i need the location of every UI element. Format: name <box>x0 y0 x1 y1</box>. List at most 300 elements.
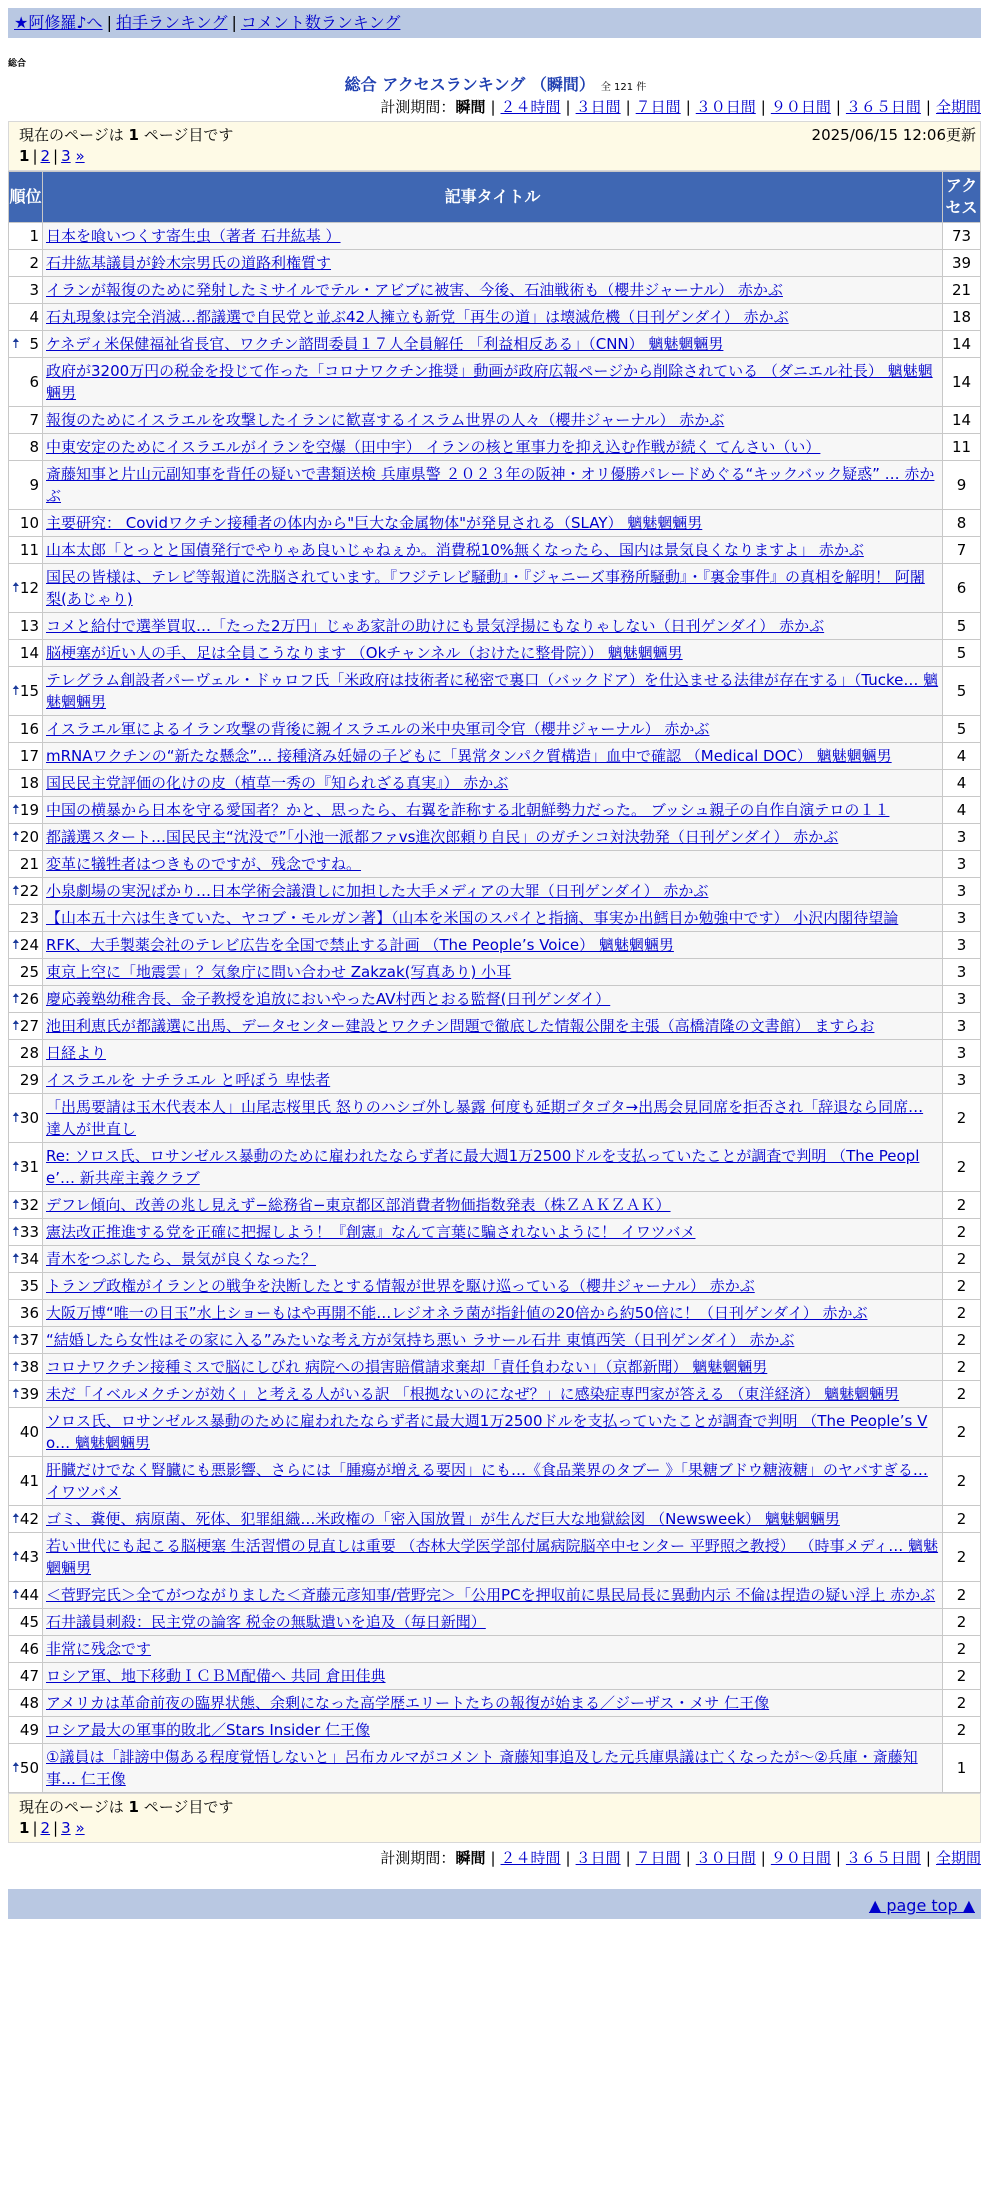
rank-number: 16 <box>19 720 39 738</box>
rank-number: 40 <box>19 1423 39 1441</box>
up-arrow-icon: 🠅 <box>12 580 20 596</box>
article-link[interactable]: ケネディ米保健福祉省長官、ワクチン諮問委員１７人全員解任 「利益相反ある」（CNN） 魑魅魍魎男 <box>46 335 724 353</box>
rank-cell <box>9 878 43 905</box>
article-link[interactable]: 変革に犠牲者はつきものですが、残念ですね。 <box>46 855 362 873</box>
title-cell <box>43 461 943 510</box>
table-row <box>9 1273 981 1300</box>
article-link[interactable]: 【山本五十六は生きていた、ヤコブ・モルガン著】（山本を米国のスパイと指摘、事実か出鱈目か勉強中です） 小沢内閣待望論 <box>46 909 899 927</box>
pager-next-link[interactable]: » <box>75 1819 85 1837</box>
access-count: 14 <box>943 358 981 407</box>
title-cell <box>43 640 943 667</box>
access-count: 2 <box>943 1300 981 1327</box>
rank-cell <box>9 358 43 407</box>
access-count: 2 <box>943 1533 981 1582</box>
rank-number: 23 <box>19 909 39 927</box>
rank-number: 28 <box>19 1044 39 1062</box>
rank-cell <box>9 434 43 461</box>
rank-cell <box>9 1744 43 1793</box>
col-access: アクセス <box>943 172 981 223</box>
article-link[interactable]: ゴミ、糞便、病原菌、死体、犯罪組織…米政権の「密入国放置」が生んだ巨大な地獄絵図 （Newsweek） 魑魅魍魎男 <box>46 1510 840 1528</box>
pager-current: 1 <box>19 1819 30 1837</box>
title-cell <box>43 1533 943 1582</box>
table-row <box>9 932 981 959</box>
rank-cell <box>9 1582 43 1609</box>
rank-number: 13 <box>19 617 39 635</box>
table-row <box>9 1744 981 1793</box>
rank-number: 45 <box>19 1613 39 1631</box>
page-title-line <box>0 74 991 96</box>
article-link[interactable]: 小泉劇場の実況ばかり…日本学術会議潰しに加担した大手メディアの大罪（日刊ゲンダイ） 赤かぶ <box>46 882 709 900</box>
table-row <box>9 905 981 932</box>
article-link[interactable]: 青木をつぶしたら、景気が良くなった？ <box>46 1250 317 1268</box>
title-cell <box>43 1246 943 1273</box>
access-count: 3 <box>943 1067 981 1094</box>
rank-cell <box>9 1717 43 1744</box>
period-option-link[interactable]: 全期間 <box>935 1849 981 1867</box>
separator: | <box>835 1849 841 1867</box>
separator: | <box>760 98 766 116</box>
article-link[interactable]: 「出馬要請は玉木代表本人」山尾志桜里氏 怒りのハシゴ外し暴露 何度も延期ゴタゴタ→出馬会見同席を拒否され「辞退なら同席… 達人が世直し <box>46 1098 924 1138</box>
rank-number: 27 <box>19 1017 39 1035</box>
article-link[interactable]: 憲法改正推進する党を正確に把握しよう！『創憲』なんて言葉に騙されないように！ イワツバメ <box>46 1223 696 1241</box>
rank-number: 9 <box>29 476 39 494</box>
rank-number: 8 <box>29 438 39 456</box>
access-count: 3 <box>943 851 981 878</box>
title-cell <box>43 537 943 564</box>
rank-number: 44 <box>19 1586 39 1604</box>
period-option-link[interactable]: ３日間 <box>575 1849 621 1867</box>
title-cell <box>43 1192 943 1219</box>
access-count: 2 <box>943 1457 981 1506</box>
rank-cell <box>9 331 43 358</box>
table-row <box>9 716 981 743</box>
article-link[interactable]: 東京上空に「地震雲」？気象庁に問い合わせ Zakzak(写真あり) 小耳 <box>46 963 512 981</box>
table-row <box>9 1354 981 1381</box>
access-count: 2 <box>943 1609 981 1636</box>
access-count: 5 <box>943 667 981 716</box>
access-count: 5 <box>943 613 981 640</box>
access-count: 8 <box>943 510 981 537</box>
separator: | <box>760 1849 766 1867</box>
page-top-link[interactable]: ▲ page top ▲ <box>868 1896 975 1915</box>
rank-number: 15 <box>19 682 39 700</box>
access-count: 2 <box>943 1143 981 1192</box>
period-option-link[interactable]: ９０日間 <box>770 1849 831 1867</box>
rank-cell <box>9 986 43 1013</box>
rank-cell <box>9 1408 43 1457</box>
article-link[interactable]: RFK、大手製薬会社のテレビ広告を全国で禁止する計画 （The People’s Voice） 魑魅魍魎男 <box>46 936 674 954</box>
access-count: 4 <box>943 770 981 797</box>
table-row <box>9 1533 981 1582</box>
rank-number: 37 <box>19 1331 39 1349</box>
separator: | <box>565 1849 571 1867</box>
period-label: 計測期間： <box>380 1849 456 1867</box>
article-link[interactable]: 主要研究： Covidワクチン接種者の体内から"巨大な金属物体"が発見される（SLAY） 魑魅魍魎男 <box>46 514 703 532</box>
article-link[interactable]: 国民の皆様は、テレビ等報道に洗脳されています。『フジテレビ騒動』・『ジャニーズ事務所騒動』・『裏金事件』の真相を解明！ 阿闍梨(あじゃり) <box>46 568 925 608</box>
rank-cell <box>9 613 43 640</box>
rank-cell <box>9 1663 43 1690</box>
rank-number: 19 <box>19 801 39 819</box>
access-count: 6 <box>943 564 981 613</box>
article-link[interactable]: テレグラム創設者パーヴェル・ドゥロフ氏「米政府は技術者に秘密で裏口（バックドア）を仕込ませる法律が存在する」（Tucke… 魑魅魍魎男 <box>46 671 939 711</box>
title-cell <box>43 1013 943 1040</box>
table-row <box>9 640 981 667</box>
rank-cell <box>9 461 43 510</box>
pager-next-link[interactable]: » <box>75 147 85 165</box>
separator: | <box>625 98 631 116</box>
title-cell <box>43 564 943 613</box>
table-row <box>9 851 981 878</box>
article-link[interactable]: “結婚したら女性はその家に入る”みたいな考え方が気持ち悪い ラサール石井 東慎西笑（日刊ゲンダイ） 赤かぶ <box>46 1331 795 1349</box>
title-cell <box>43 358 943 407</box>
access-count: 3 <box>943 878 981 905</box>
rank-number: 33 <box>19 1223 39 1241</box>
up-arrow-icon: 🠅 <box>12 802 20 818</box>
access-count: 18 <box>943 304 981 331</box>
article-link[interactable]: mRNAワクチンの“新たな懸念”… 接種済み妊婦の子どもに「異常タンパク質構造」血中で確認 （Medical DOC） 魑魅魍魎男 <box>46 747 892 765</box>
access-count: 2 <box>943 1690 981 1717</box>
table-row <box>9 1690 981 1717</box>
article-link[interactable]: イスラエルを ナチラエル と呼ぼう 卑怯者 <box>46 1071 331 1089</box>
access-count: 2 <box>943 1327 981 1354</box>
table-row <box>9 1192 981 1219</box>
separator: | <box>925 98 931 116</box>
rank-cell <box>9 304 43 331</box>
article-link[interactable]: 日経より <box>46 1044 107 1062</box>
period-option-link[interactable]: ３６５日間 <box>845 1849 921 1867</box>
article-link[interactable]: 中東安定のためにイスラエルがイランを空爆（田中宇） イランの核と軍事力を抑え込む作戦が続く てんさい（い） <box>46 438 821 456</box>
pager-page-link[interactable]: 2 <box>40 1819 51 1837</box>
rank-cell <box>9 743 43 770</box>
rank-cell <box>9 824 43 851</box>
article-link[interactable]: イスラエル軍によるイラン攻撃の背後に親イスラエルの米中央軍司令官（櫻井ジャーナル） 赤かぶ <box>46 720 710 738</box>
rank-number: 11 <box>19 541 39 559</box>
ranking-table <box>8 171 981 1793</box>
access-count: 3 <box>943 1013 981 1040</box>
page-info-bottom: 現在のページは 1 ページ目です <box>19 1798 234 1816</box>
rank-cell <box>9 1506 43 1533</box>
access-count: 2 <box>943 1192 981 1219</box>
period-option-link[interactable]: ３日間 <box>575 98 621 116</box>
rank-number: 36 <box>19 1304 39 1322</box>
rank-number: 49 <box>19 1721 39 1739</box>
article-link[interactable]: 若い世代にも起こる脳梗塞 生活習慣の見直しは重要 （杏林大学医学部付属病院脳卒中センター 平野照之教授） （時事メディ… 魑魅魍魎男 <box>46 1537 939 1577</box>
article-link[interactable]: ①議員は「誹謗中傷ある程度覚悟しないと」呂布カルマがコメント 斎藤知事追及した元兵庫県議は亡くなったが～②兵庫・斎藤知事… 仁王像 <box>46 1748 918 1788</box>
article-link[interactable]: 石丸現象は完全消滅…都議選で自民党と並ぶ42人擁立も新党「再生の道」は壊滅危機（日刊ゲンダイ） 赤かぶ <box>46 308 789 326</box>
table-row <box>9 1300 981 1327</box>
article-link[interactable]: 報復のためにイスラエルを攻撃したイランに歓喜するイスラム世界の人々（櫻井ジャーナル） 赤かぶ <box>46 411 725 429</box>
period-current: 瞬間 <box>455 1849 486 1867</box>
separator: | <box>685 1849 691 1867</box>
page-info-box-bottom <box>8 1793 981 1843</box>
home-link[interactable]: ★阿修羅♪へ <box>14 13 103 32</box>
period-option-link[interactable]: ３０日間 <box>695 98 756 116</box>
col-rank: 順位 <box>9 172 43 223</box>
rank-number: 20 <box>19 828 39 846</box>
title-cell <box>43 407 943 434</box>
rank-cell <box>9 1094 43 1143</box>
rank-number: 48 <box>19 1694 39 1712</box>
access-count: 2 <box>943 1663 981 1690</box>
rank-cell <box>9 1457 43 1506</box>
article-link[interactable]: ＜菅野完氏＞全てがつながりました＜斉藤元彦知事/菅野完＞「公用PCを押収前に県民局長に異動内示 不倫は捏造の疑い浮上 赤かぶ <box>46 1586 936 1604</box>
up-arrow-icon: 🠅 <box>12 1587 20 1603</box>
article-link[interactable]: イランが報復のために発射したミサイルでテル・アビブに被害、今後、石油戦術も（櫻井ジャーナル） 赤かぶ <box>46 281 783 299</box>
pager-page-link[interactable]: 3 <box>61 147 71 165</box>
article-link[interactable]: 非常に残念です <box>46 1640 152 1658</box>
article-link[interactable]: ソロス氏、ロサンゼルス暴動のために雇われたならず者に最大週1万2500ドルを支払っていたことが調査で判明 （The People’s Vo… 魑魅魍魎男 <box>46 1412 928 1452</box>
rank-cell <box>9 250 43 277</box>
access-count: 5 <box>943 716 981 743</box>
rank-cell <box>9 1300 43 1327</box>
title-cell <box>43 223 943 250</box>
table-row <box>9 537 981 564</box>
col-title: 記事タイトル <box>43 172 943 223</box>
table-row <box>9 613 981 640</box>
top-nav-bar: ★阿修羅♪へ | 拍手ランキング | コメント数ランキング <box>8 8 981 38</box>
access-count: 3 <box>943 959 981 986</box>
rank-number: 39 <box>19 1385 39 1403</box>
article-link[interactable]: 未だ「イベルメクチンが効く」と考える人がいる訳 「根拠ないのになぜ？」に感染症専門家が答える （東洋経済） 魑魅魍魎男 <box>46 1385 900 1403</box>
access-count: 21 <box>943 277 981 304</box>
updated-time: 2025/06/15 12:06更新 <box>811 126 976 144</box>
table-row <box>9 1582 981 1609</box>
rank-cell <box>9 277 43 304</box>
table-row <box>9 824 981 851</box>
rank-number: 2 <box>29 254 39 272</box>
rank-cell <box>9 1192 43 1219</box>
table-row <box>9 1408 981 1457</box>
article-link[interactable]: 慶応義塾幼稚舎長、金子教授を追放においやったAV村西とおる監督(日刊ゲンダイ） <box>46 990 611 1008</box>
separator: | <box>32 147 38 165</box>
title-cell <box>43 716 943 743</box>
title-cell <box>43 250 943 277</box>
article-link[interactable]: 斎藤知事と片山元副知事を背任の疑いで書類送検 兵庫県警 ２０２３年の阪神・オリ優勝パレードめぐる“キックバック疑惑” … 赤かぶ <box>46 465 935 505</box>
title-cell <box>43 1408 943 1457</box>
period-option-link[interactable]: ３０日間 <box>695 1849 756 1867</box>
period-option-link[interactable]: 全期間 <box>935 98 981 116</box>
access-count: 5 <box>943 640 981 667</box>
access-count: 2 <box>943 1717 981 1744</box>
title-cell <box>43 797 943 824</box>
separator: | <box>490 98 496 116</box>
article-link[interactable]: ロシア最大の軍事的敗北／Stars Insider 仁王像 <box>46 1721 370 1739</box>
title-cell <box>43 1327 943 1354</box>
title-cell <box>43 331 943 358</box>
access-count: 2 <box>943 1354 981 1381</box>
rank-number: 42 <box>19 1510 39 1528</box>
article-link[interactable]: 政府が3200万円の税金を投じて作った「コロナワクチン推奨」動画が政府広報ページから削除されている （ダニエル社長） 魑魅魍魎男 <box>46 362 933 402</box>
page-title: 総合 アクセスランキング （瞬間） <box>344 75 595 94</box>
access-count: 3 <box>943 905 981 932</box>
article-link[interactable]: 都議選スタート…国民民主“沈没で”「小池一派都ファvs進次郎頼り自民」のガチンコ対決勃発（日刊ゲンダイ） 赤かぶ <box>46 828 839 846</box>
title-cell <box>43 1067 943 1094</box>
period-option-link[interactable]: ２４時間 <box>500 98 561 116</box>
table-row <box>9 1457 981 1506</box>
rank-cell <box>9 797 43 824</box>
rank-cell <box>9 1690 43 1717</box>
page-info: 現在のページは 1 ページ目です <box>19 126 234 144</box>
access-count: 3 <box>943 1040 981 1067</box>
article-link[interactable]: トランプ政権がイランとの戦争を決断したとする情報が世界を駆け巡っている（櫻井ジャーナル） 赤かぶ <box>46 1277 755 1295</box>
rank-cell <box>9 1636 43 1663</box>
up-arrow-icon: 🠅 <box>12 991 20 1007</box>
table-row <box>9 461 981 510</box>
rank-number: 12 <box>19 579 39 597</box>
access-count: 2 <box>943 1094 981 1143</box>
article-link[interactable]: 日本を喰いつくす寄生虫（著者 石井紘基 ） <box>46 227 341 245</box>
rank-cell <box>9 564 43 613</box>
rank-cell <box>9 1381 43 1408</box>
access-count: 7 <box>943 537 981 564</box>
title-cell <box>43 1506 943 1533</box>
period-option-link[interactable]: ７日間 <box>635 98 681 116</box>
rank-number: 35 <box>19 1277 39 1295</box>
rank-number: 43 <box>19 1548 39 1566</box>
rank-cell <box>9 1273 43 1300</box>
rank-number: 32 <box>19 1196 39 1214</box>
article-link[interactable]: コロナワクチン接種ミスで脳にしびれ 病院への損害賠償請求棄却「責任負わない」（京都新聞） 魑魅魍魎男 <box>46 1358 768 1376</box>
title-cell <box>43 1273 943 1300</box>
table-row <box>9 1219 981 1246</box>
table-row <box>9 667 981 716</box>
table-row <box>9 797 981 824</box>
rank-cell <box>9 407 43 434</box>
article-link[interactable]: 池田利恵氏が都議選に出馬、データセンター建設とワクチン問題で徹底した情報公開を主張（高橋清隆の文書館） ますらお <box>46 1017 875 1035</box>
table-row <box>9 770 981 797</box>
comment-ranking-link[interactable]: コメント数ランキング <box>240 13 401 32</box>
rank-number: 17 <box>19 747 39 765</box>
access-count: 2 <box>943 1246 981 1273</box>
access-count: 14 <box>943 407 981 434</box>
article-link[interactable]: 石井議員刺殺：民主党の論客 税金の無駄遣いを追及（毎日新聞） <box>46 1613 486 1631</box>
separator: | <box>685 98 691 116</box>
rank-cell <box>9 959 43 986</box>
title-cell <box>43 1354 943 1381</box>
up-arrow-icon: 🠅 <box>12 937 20 953</box>
table-row <box>9 407 981 434</box>
clap-ranking-link[interactable]: 拍手ランキング <box>115 13 228 32</box>
article-link[interactable]: ロシア軍、地下移動ＩＣＢＭ配備へ 共同 倉田佳典 <box>46 1667 386 1685</box>
rank-cell <box>9 1219 43 1246</box>
title-cell <box>43 613 943 640</box>
rank-cell <box>9 667 43 716</box>
table-row <box>9 1609 981 1636</box>
rank-number: 38 <box>19 1358 39 1376</box>
rank-number: 24 <box>19 936 39 954</box>
rank-number: 21 <box>19 855 39 873</box>
table-row <box>9 1381 981 1408</box>
rank-number: 18 <box>19 774 39 792</box>
title-cell <box>43 510 943 537</box>
pager-page-link[interactable]: 2 <box>40 147 51 165</box>
access-count: 73 <box>943 223 981 250</box>
article-link[interactable]: 国民民主党評価の化けの皮（植草一秀の『知られざる真実』） 赤かぶ <box>46 774 509 792</box>
access-count: 3 <box>943 986 981 1013</box>
access-count: 2 <box>943 1506 981 1533</box>
table-row <box>9 1327 981 1354</box>
access-count: 2 <box>943 1636 981 1663</box>
access-count: 39 <box>943 250 981 277</box>
up-arrow-icon: 🠅 <box>12 1251 20 1267</box>
rank-number: 30 <box>19 1109 39 1127</box>
title-cell <box>43 959 943 986</box>
article-link[interactable]: 大阪万博“唯一の目玉”水上ショーもはや再開不能…レジオネラ菌が指針値の20倍から約50倍に！（日刊ゲンダイ） 赤かぶ <box>46 1304 868 1322</box>
up-arrow-icon: 🠅 <box>12 1018 20 1034</box>
up-arrow-icon: 🠅 <box>12 1224 20 1240</box>
up-arrow-icon: 🠅 <box>12 1159 20 1175</box>
access-count: 11 <box>943 434 981 461</box>
separator: | <box>835 98 841 116</box>
article-link[interactable]: アメリカは革命前夜の臨界状態、余剰になった高学歴エリートたちの報復が始まる／ジーザス・メサ 仁王像 <box>46 1694 770 1712</box>
article-link[interactable]: Re: ソロス氏、ロサンゼルス暴動のために雇われたならず者に最大週1万2500ドルを支払っていたことが調査で判明 （The People’… 新共産主義クラブ <box>46 1147 920 1187</box>
table-row <box>9 1013 981 1040</box>
title-cell <box>43 851 943 878</box>
rank-number: 10 <box>19 514 39 532</box>
up-arrow-icon: 🠅 <box>12 1359 20 1375</box>
rank-number: 50 <box>19 1759 39 1777</box>
article-link[interactable]: 肝臓だけでなく腎臓にも悪影響、さらには「腫瘍が増える要因」にも…《食品業界のタブー 》「果糖ブドウ糖液糖」のヤバすぎる… イワツバメ <box>46 1461 928 1501</box>
separator: | <box>53 1819 59 1837</box>
access-count: 2 <box>943 1219 981 1246</box>
access-count: 4 <box>943 797 981 824</box>
table-row <box>9 1143 981 1192</box>
rank-number: 6 <box>29 373 39 391</box>
table-row <box>9 304 981 331</box>
access-count: 3 <box>943 824 981 851</box>
up-arrow-icon: 🠅 <box>12 1197 20 1213</box>
title-cell <box>43 905 943 932</box>
title-cell <box>43 1219 943 1246</box>
up-arrow-icon: 🠅 <box>12 1760 20 1776</box>
separator: | <box>32 1819 38 1837</box>
article-link[interactable]: コメと給付で選挙買収…「たった2万円」じゃあ家計の助けにも景気浮揚にもなりゃしない（日刊ゲンダイ） 赤かぶ <box>46 617 825 635</box>
article-link[interactable]: デフレ傾向、改善の兆し見えず−総務省−東京都区部消費者物価指数発表（株ＺＡＫＺＡＫ） <box>46 1196 671 1214</box>
article-link[interactable]: 脳梗塞が近い人の手、足は全員こうなります （Okチャンネル（おけたに整骨院）） 魑魅魍魎男 <box>46 644 683 662</box>
article-link[interactable]: 山本太郎「とっとと国債発行でやりゃあ良いじゃねぇか。消費税10%無くなったら、国内は景気良くなりますよ」 赤かぶ <box>46 541 864 559</box>
rank-cell <box>9 1143 43 1192</box>
table-row <box>9 959 981 986</box>
title-cell <box>43 743 943 770</box>
up-arrow-icon: 🠅 <box>12 829 20 845</box>
access-count: 2 <box>943 1582 981 1609</box>
period-option-link[interactable]: ７日間 <box>635 1849 681 1867</box>
access-count: 9 <box>943 461 981 510</box>
rank-cell <box>9 1013 43 1040</box>
period-option-link[interactable]: ３６５日間 <box>845 98 921 116</box>
table-row <box>9 434 981 461</box>
separator: | <box>565 98 571 116</box>
rank-cell <box>9 932 43 959</box>
rank-number: 25 <box>19 963 39 981</box>
article-link[interactable]: 中国の横暴から日本を守る愛国者？かと、思ったら、右翼を詐称する北朝鮮勢力だった。 ブッシュ親子の自作自演テロの１１ <box>46 801 890 819</box>
table-header <box>9 172 981 223</box>
period-label: 計測期間： <box>380 98 456 116</box>
article-link[interactable]: 石井紘基議員が鈴木宗男氏の道路利権質す <box>46 254 332 272</box>
separator: | <box>490 1849 496 1867</box>
title-cell <box>43 1717 943 1744</box>
table-row <box>9 331 981 358</box>
pager <box>19 146 970 166</box>
table-row <box>9 250 981 277</box>
pager-bottom <box>19 1818 970 1838</box>
table-row <box>9 1663 981 1690</box>
separator: | <box>925 1849 931 1867</box>
period-option-link[interactable]: ９０日間 <box>770 98 831 116</box>
pager-page-link[interactable]: 3 <box>61 1819 71 1837</box>
period-option-link[interactable]: ２４時間 <box>500 1849 561 1867</box>
title-cell <box>43 1040 943 1067</box>
